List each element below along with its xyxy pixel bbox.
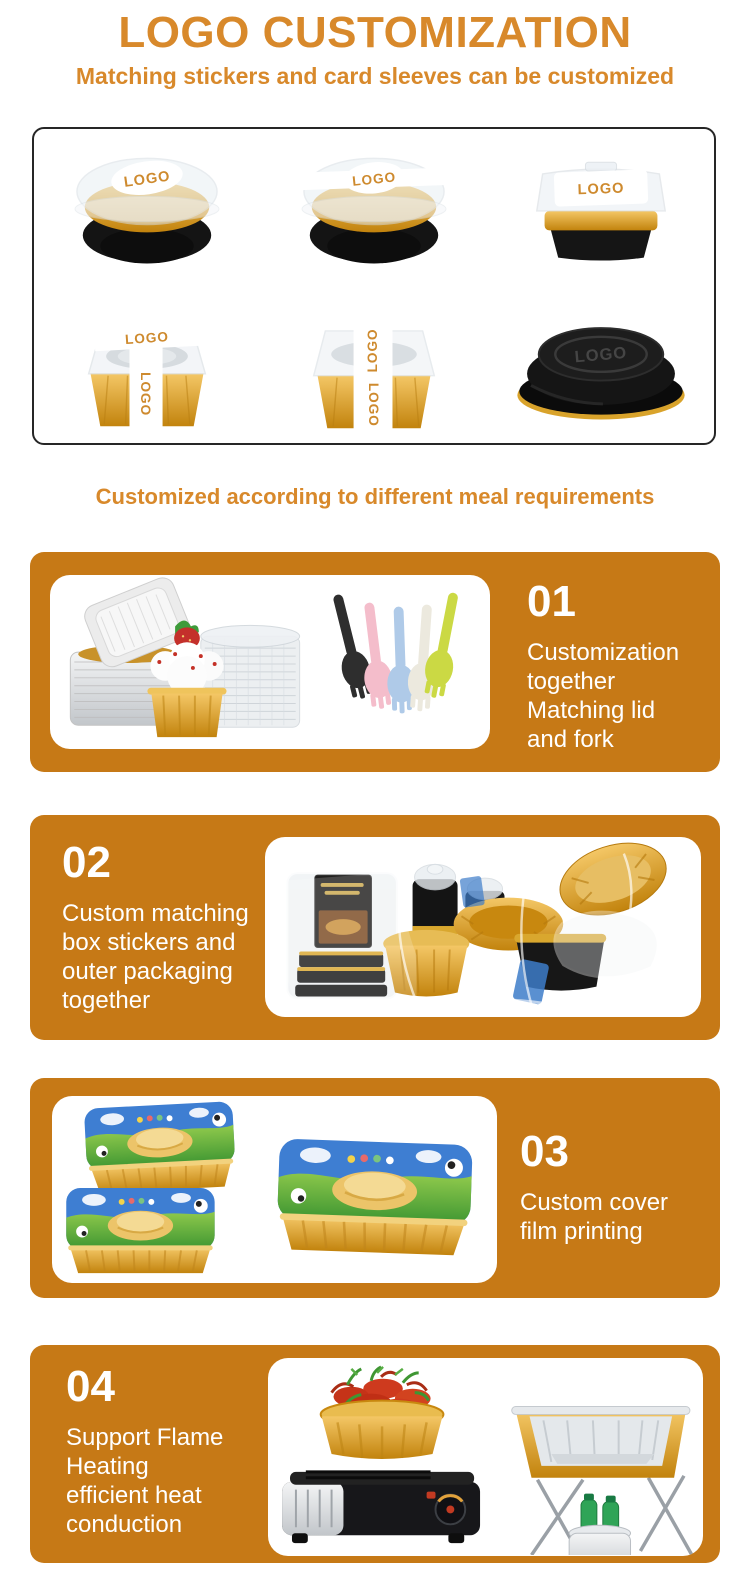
section-04-text: Support Flame Heating efficient heat conduction <box>66 1424 224 1538</box>
sample-square-cup-t-sleeve <box>37 290 257 440</box>
logo-sleeve-text-front: LOGO <box>138 371 154 416</box>
sample-round-bowl-band-sticker <box>264 133 484 283</box>
section-02-text: Custom matching box stickers and outer packaging together <box>62 900 249 1014</box>
square-cup-band-image <box>267 292 481 438</box>
sample-black-lid-embossed <box>491 290 711 440</box>
sample-square-cup-band <box>264 290 484 440</box>
logo-band-text-front: LOGO <box>366 382 382 427</box>
section-03-text: Custom cover film printing <box>520 1189 669 1245</box>
section-03-panel <box>30 1078 720 1298</box>
section-04-panel <box>30 1345 720 1563</box>
logo-band-text-top: LOGO <box>364 327 380 372</box>
round-bowl-image <box>40 135 254 281</box>
round-bowl-band-image <box>267 135 481 281</box>
flame-heating-image <box>270 1359 701 1555</box>
page-subtitle: Matching stickers and card sleeves can be customized <box>75 63 675 89</box>
meal-heading: Customized according to different meal requirements <box>95 484 655 509</box>
logo-card-text: LOGO <box>577 180 625 198</box>
lids-forks-image <box>50 577 490 747</box>
section-02-panel <box>30 815 720 1040</box>
section-02-number: 02 <box>62 838 111 887</box>
section-02-image-box <box>265 837 701 1017</box>
section-01-number: 01 <box>527 577 576 626</box>
page-title: LOGO CUSTOMIZATION <box>118 8 632 57</box>
logo-sleeve-text-top: LOGO <box>124 328 170 347</box>
black-lid-image <box>494 292 708 438</box>
logo-embossed-text: LOGO <box>573 342 628 366</box>
gas-stove <box>282 1472 480 1543</box>
fuel-canister <box>569 1494 630 1555</box>
crawfish-bowl <box>321 1367 444 1459</box>
printed-lid-pans-image <box>54 1097 495 1282</box>
section-04-number: 04 <box>66 1362 115 1411</box>
square-cup-sleeve-image <box>40 292 254 438</box>
section-01-image-box <box>50 575 490 749</box>
logo-sticker-text: LOGO <box>123 167 172 191</box>
section-04-image-box <box>268 1358 703 1556</box>
wrapped-packs-image <box>267 838 699 1016</box>
rect-container-image <box>494 135 708 281</box>
section-01-panel <box>30 552 720 772</box>
section-03-number: 03 <box>520 1127 569 1176</box>
logo-sticker-text: LOGO <box>351 168 397 189</box>
section-01-text: Customization together Matching lid and fork <box>527 639 680 753</box>
sample-rect-container-card <box>491 133 711 283</box>
logo-samples-panel <box>32 127 716 445</box>
sample-round-bowl-round-sticker <box>37 133 257 283</box>
section-03-image-box <box>52 1096 497 1283</box>
chafing-pan-stand <box>512 1407 692 1555</box>
